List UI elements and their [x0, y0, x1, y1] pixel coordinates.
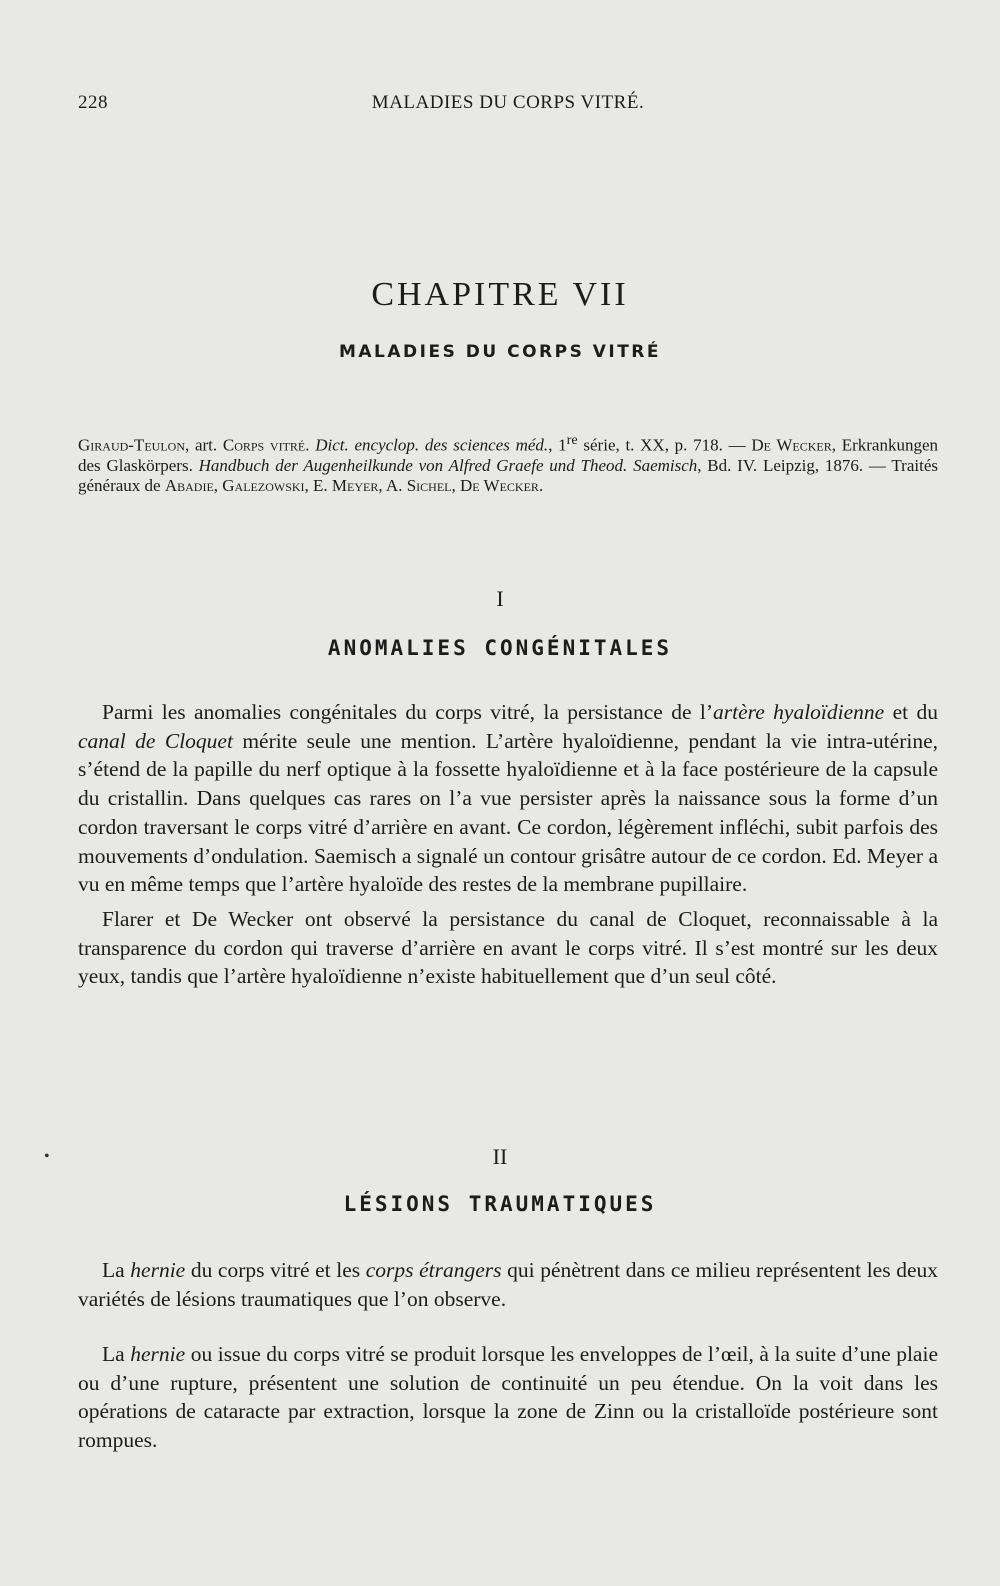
body-paragraph: Flarer et De Wecker ont observé la persistance du canal de Cloquet, reconnaissable à la transparence du cordon qui traverse d’arrière en avant le corps vitré. Il s’est montré sur les deux yeux, tandis que l’artère hyaloïdienne n’existe habituellement que d’un seul côté.: [78, 906, 938, 989]
emphasis: hernie: [130, 1258, 186, 1282]
body-paragraph: [78, 1340, 938, 1455]
emphasis: corps étrangers: [365, 1258, 502, 1282]
paragraph-text: ou issue du corps vitré se produit lorsque les enveloppes de l’œil, à la suite d’une plaie ou d’une rupture, présentent une solution de continuité un peu étendue. On la voit dans les opérations de cataracte par extraction, lorsque la zone de Zinn ou la cristalloïde postérieure sont rompues.: [78, 1342, 938, 1453]
section-number: I: [496, 586, 504, 611]
emphasis: hernie: [130, 1342, 186, 1366]
bibliography-text: , Erkrankungen des Glaskörpers.: [78, 435, 939, 475]
paragraph-text: La: [102, 1258, 131, 1282]
running-head: [78, 92, 938, 122]
bibliography-text: .: [538, 475, 544, 495]
paragraph-text: du corps vitré et les: [185, 1258, 366, 1282]
bibliography-text: , Bd. IV. Leipzig, 1876. — Traités généraux de: [78, 455, 938, 495]
body-paragraph: [78, 1256, 938, 1313]
bibliography-text: .: [305, 435, 316, 455]
paragraph-text: qui pénètrent dans ce milieu représentent les deux variétés de lésions traumatiques que l’on observe.: [78, 1258, 938, 1311]
section-title: LÉSIONS TRAUMATIQUES: [343, 1192, 657, 1216]
emphasis: artère hyaloïdienne: [713, 700, 885, 724]
bibliography-text: série, t. XX, p. 718. —: [577, 435, 752, 455]
author-names: Abadie, Galezowski, E. Meyer, A. Sichel, De Wecker: [164, 475, 539, 495]
bibliography-text: , 1: [548, 435, 567, 455]
chapter-subtitle: MALADIES DU CORPS VITRÉ: [338, 342, 662, 362]
bibliography-note: [78, 430, 938, 496]
page-number: 228: [78, 92, 108, 113]
margin-dot: •: [44, 1148, 50, 1165]
section-title: ANOMALIES CONGÉNITALES: [327, 636, 673, 660]
paragraph-text: mérite seule une mention. L’artère hyaloïdienne, pendant la vie intra-utérine, s’étend de la papille du nerf optique à la fossette hyaloïdienne et à la face postérieure de la capsule du cristallin. Dans quelques cas rares on l’a vue persister après la naissance sous la forme d’un cordon traversant le corps vitré d’arrière en avant. Ce cordon, légèrement infléchi, subit parfois des mouvements d’ondulation. Saemisch a signalé un contour grisâtre autour de ce cordon. Ed. Meyer a vu en même temps que l’artère hyaloïde des restes de la membrane pupillaire.: [78, 728, 938, 897]
bibliography-text: , art.: [184, 435, 223, 455]
work-title: Handbuch der Augenheilkunde von Alfred Graefe und Theod. Saemisch: [198, 455, 698, 475]
body-paragraph: [78, 698, 938, 899]
emphasis: canal de Cloquet: [78, 728, 233, 753]
section-body: [78, 1340, 938, 1455]
running-title: MALADIES DU CORPS VITRÉ.: [371, 92, 645, 113]
author-name: Giraud-Teulon: [78, 435, 185, 455]
bibliography-paragraph: [78, 430, 938, 496]
paragraph-text: La: [102, 1342, 131, 1366]
article-title: Corps vitré: [222, 435, 306, 455]
paragraph-text: et du: [884, 700, 938, 724]
paragraph-text: Parmi les anomalies congénitales du corps vitré, la persistance de l’: [102, 700, 714, 724]
chapter-title: CHAPITRE VII: [371, 276, 629, 313]
section-number: II: [492, 1144, 508, 1169]
section-body: [78, 1256, 938, 1313]
superscript: re: [566, 432, 578, 448]
author-name: De Wecker: [751, 435, 832, 455]
section-body: [78, 698, 938, 991]
work-title: Dict. encyclop. des sciences méd.: [315, 435, 549, 455]
